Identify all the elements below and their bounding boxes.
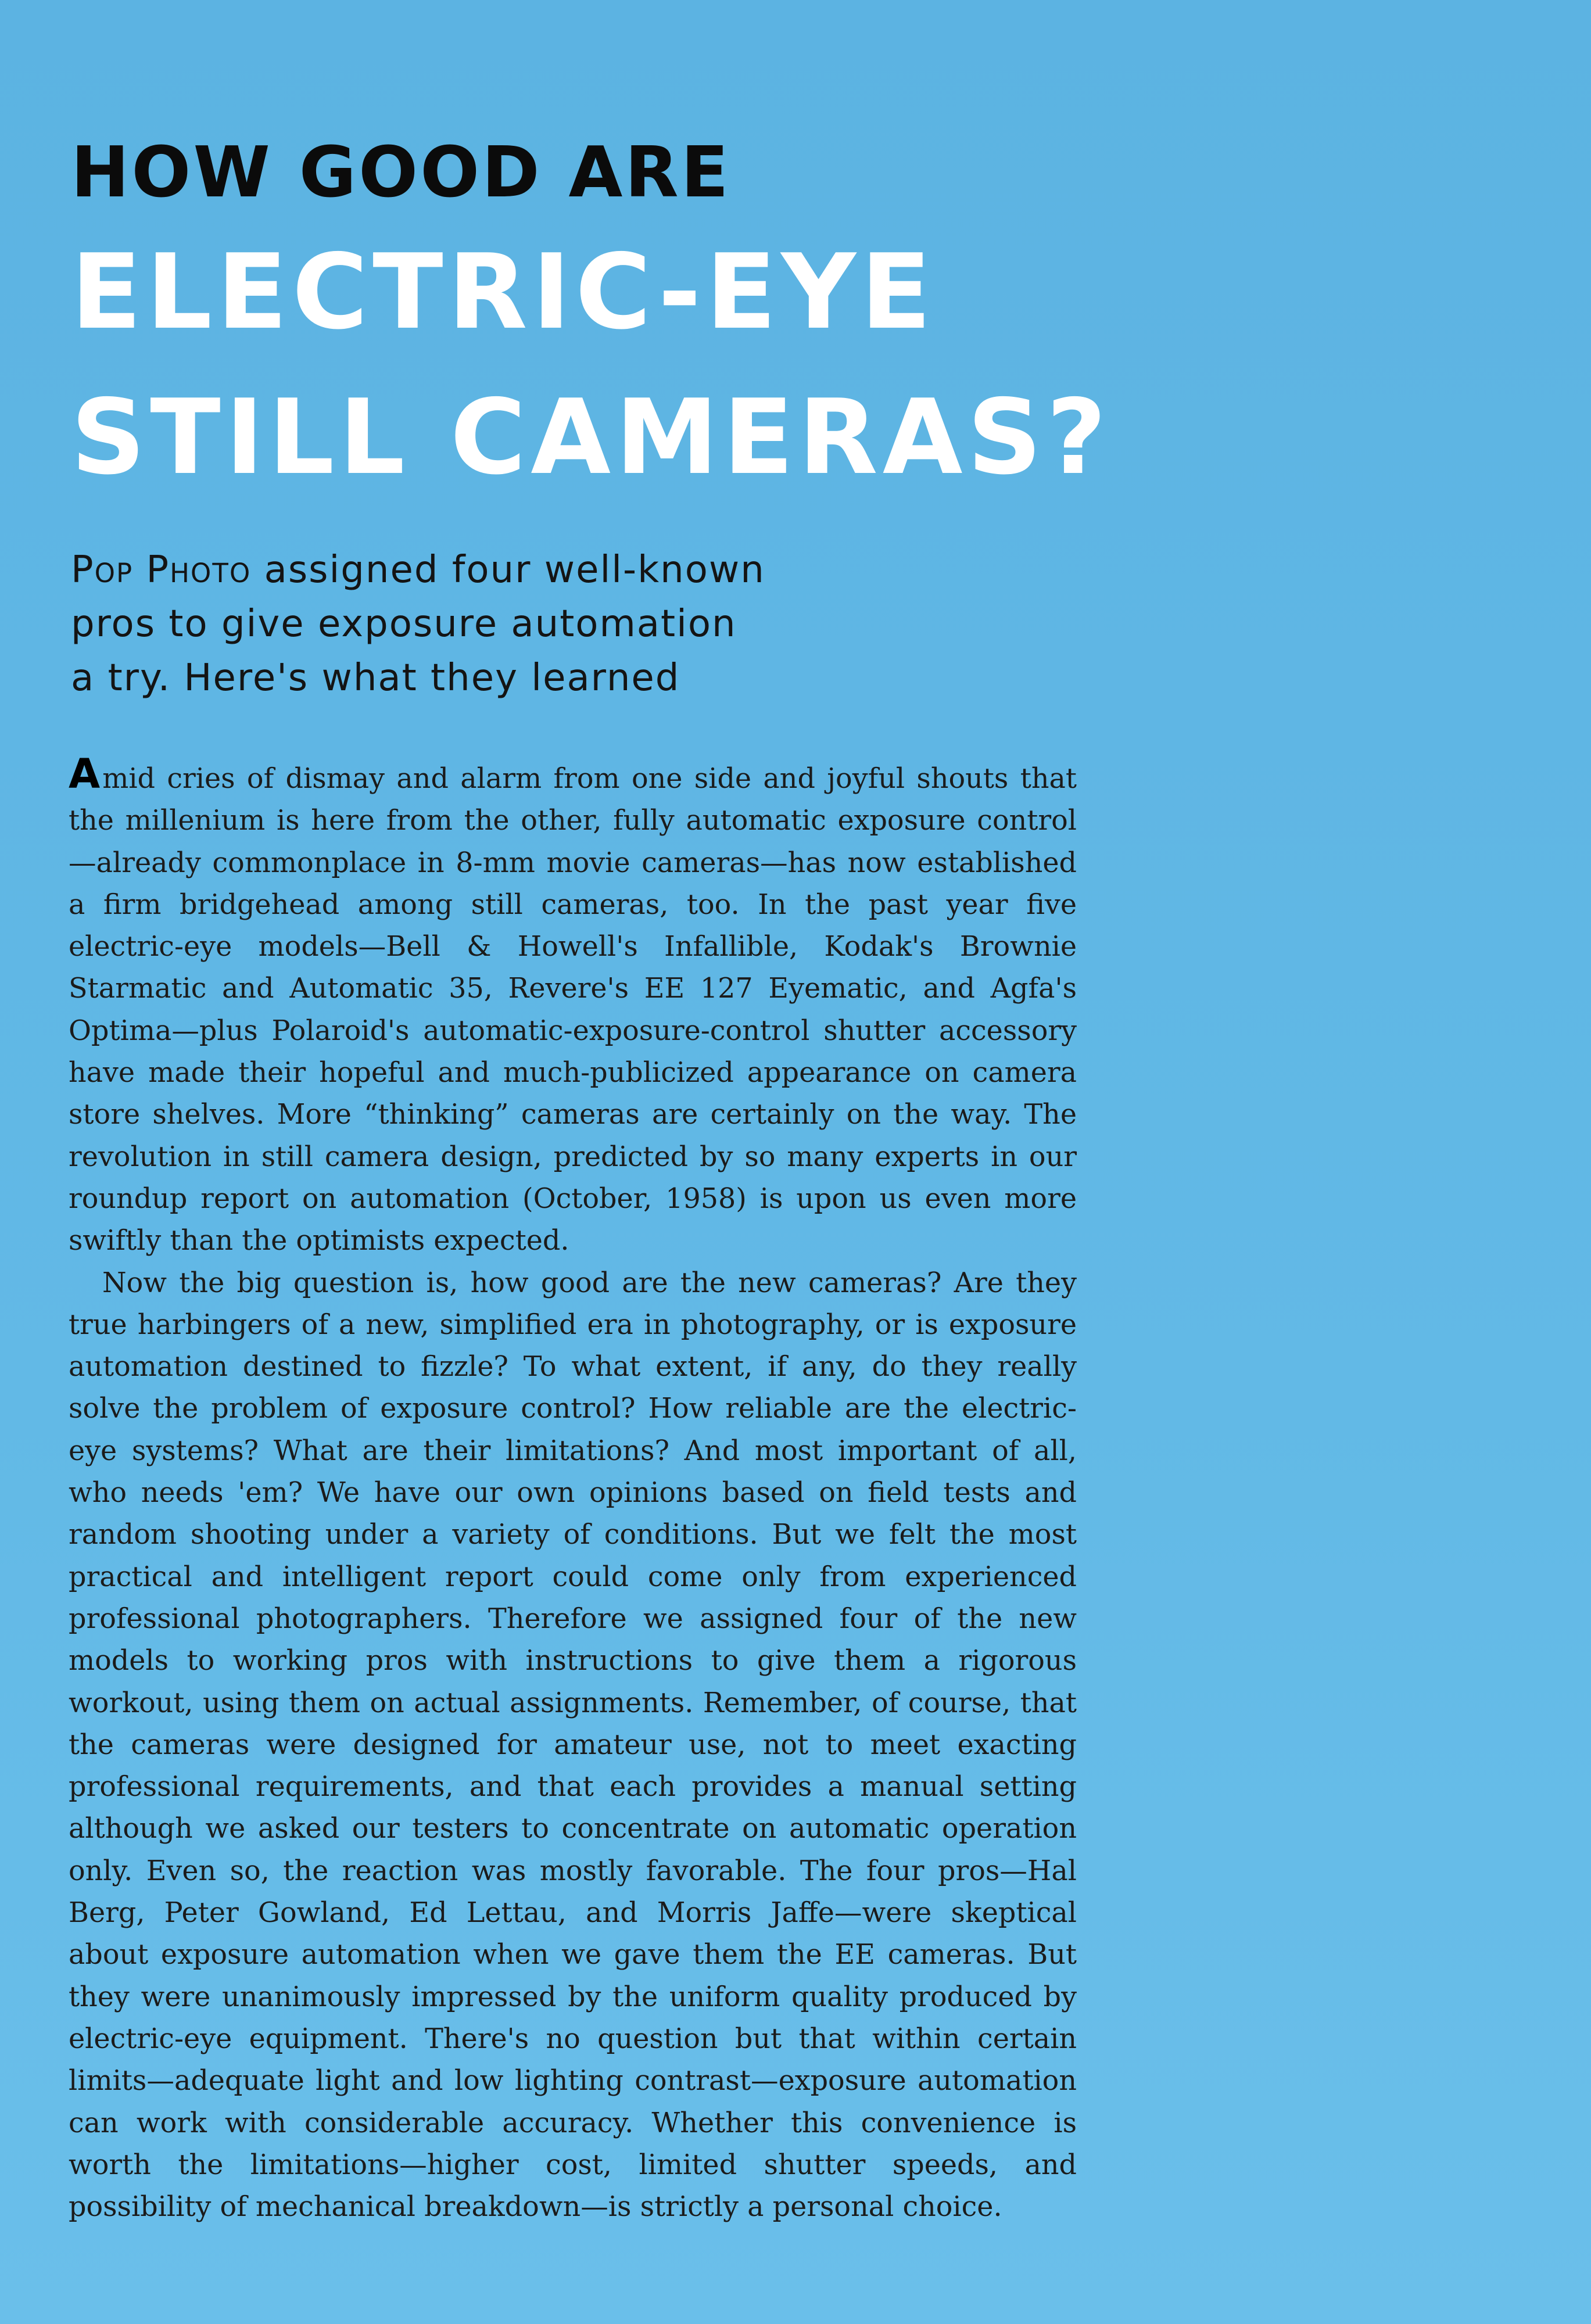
deck-line-1-text: assigned four well-known <box>251 548 765 591</box>
headline-line-1: HOW GOOD ARE <box>71 132 731 213</box>
drop-cap: A <box>69 750 101 798</box>
article-headline <box>71 127 1407 510</box>
deck-line-3: a try. Here's what they learned <box>71 657 680 700</box>
deck-line-2: pros to give exposure automation <box>71 602 737 645</box>
headline-line-3: STILL CAMERAS? <box>71 377 1112 497</box>
article-deck <box>71 543 1001 705</box>
publication-name: Pop Photo <box>71 548 252 591</box>
paragraph-1-text: mid cries of dismay and alarm from one side and joyful shouts that the millenium is here from the other, fully automatic exposure control—already commonplace in 8-mm movie cameras—has now established a firm bridgehead among still cameras, too. In the past year five electric-eye models—Bell & Howell's Infallible, Kodak's Brownie Starmatic and Automatic 35, Revere's EE 127 Eyematic, and Agfa's Optima—plus Polaroid's automatic-exposure-control shutter accessory have made their hopeful and much-publicized appearance on camera store shelves. More “thinking” cameras are certainly on the way. The revolution in still camera design, predicted by so many experts in our roundup report on automation (October, 1958) is upon us even more swiftly than the optimists expected. <box>69 763 1077 1257</box>
article-body <box>69 750 1077 2228</box>
headline-line-2: ELECTRIC-EYE <box>71 232 936 352</box>
article-paragraph-2: Now the big question is, how good are the new cameras? Are they true harbingers of a new, simplified era in photography, or is exposure automation destined to fizzle? To what extent, if any, do they really solve the problem of exposure control? How reliable are the electric-eye systems? What are their limitations? And most important of all, who needs 'em? We have our own opinions based on field tests and random shooting under a variety of conditions. But we felt the most practical and intelligent report could come only from experienced professional photographers. Therefore we assigned four of the new models to working pros with instructions to give them a rigorous workout, using them on actual assignments. Remember, of course, that the cameras were designed for amateur use, not to meet exacting professional requirements, and that each provides a manual setting although we asked our testers to concentrate on automatic operation only. Even so, the reaction was mostly favorable. The four pros—Hal Berg, Peter Gowland, Ed Lettau, and Morris Jaffe—were skeptical about exposure automation when we gave them the EE cameras. But they were unanimously impressed by the uniform quality produced by electric-eye equipment. There's no question but that within certain limits—adequate light and low lighting contrast—exposure automation can work with considerable accuracy. Whether this convenience is worth the limitations—higher cost, limited shutter speeds, and possibility of mechanical breakdown—is strictly a personal choice. <box>69 1267 1077 2223</box>
deck-line-1 <box>71 543 1001 597</box>
article-paragraph-1 <box>69 750 1077 1263</box>
